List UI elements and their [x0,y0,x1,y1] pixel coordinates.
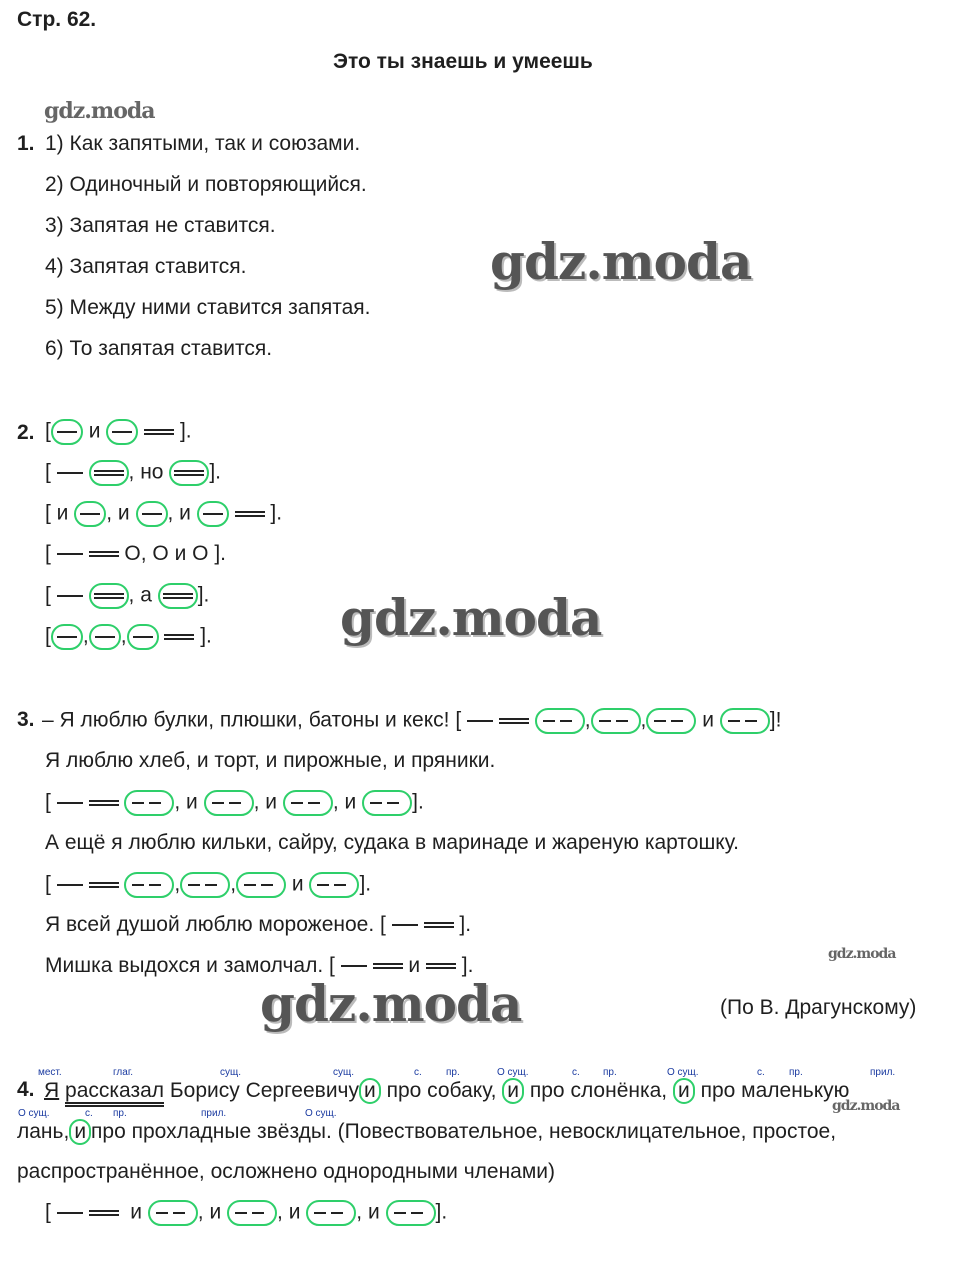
watermark: gdz.moda [490,232,752,291]
task-number: 2. [17,421,35,444]
watermark: gdz.moda [340,588,602,647]
pos-label: пр. [113,1108,127,1119]
predicate: рассказал [65,1079,164,1107]
watermark: gdz.moda [44,98,155,124]
conjunction: и [359,1078,381,1104]
pos-label: с. [757,1067,765,1078]
pos-label: с. [414,1067,422,1078]
pos-label: пр. [446,1067,460,1078]
pos-label: сущ. [220,1067,242,1078]
sentence-with-scheme: Мишка выдохся и замолчал. [ и ]. [45,954,474,977]
parsed-sentence-line: Я рассказал Борису Сергеевичу и про собаку, и про слонёнка, и про маленькую [44,1078,849,1104]
sentence: Я люблю хлеб, и торт, и пирожные, и пряники. [45,749,496,772]
conjunction: и [69,1119,91,1145]
pos-label: глаг. [113,1067,134,1078]
pos-label: сущ. [333,1067,355,1078]
answer-line: 2) Одиночный и повторяющийся. [45,173,367,196]
scheme-line: [ и , и , и ]. [45,501,282,527]
answer-line: 1) Как запятыми, так и союзами. [45,132,361,155]
pos-label: О сущ. [18,1108,50,1119]
sentence-with-scheme: – Я люблю булки, плюшки, батоны и кекс! [ , , и ]! [42,708,781,734]
pos-label: О сущ. [497,1067,529,1078]
pos-label: О сущ. [667,1067,699,1078]
source-citation: (По В. Драгунскому) [720,996,917,1019]
conjunction: и [502,1078,524,1104]
watermark: gdz.moda [260,974,522,1033]
scheme-line: [ , , ]. [45,624,212,650]
pos-label: О сущ. [305,1108,337,1119]
pos-label: пр. [603,1067,617,1078]
task-number: 1. [17,132,35,155]
scheme-line: [ , , и ]. [45,872,371,898]
scheme-line: [ О, О и О ]. [45,542,226,565]
task-number: 4. [17,1078,35,1101]
scheme-line: [ , и , и , и ]. [45,790,424,816]
answer-line: 5) Между ними ставится запятая. [45,296,371,319]
sentence-characteristics: распространённое, осложнено однородными членами) [17,1160,556,1183]
task-number: 3. [17,708,35,731]
scheme-line: [ и , и , и , и ]. [45,1200,447,1226]
watermark: gdz.moda [832,1098,900,1114]
pos-label: прил. [201,1108,227,1119]
parsed-sentence-line: лань, и про прохладные звёзды. (Повествовательное, невосклицательное, простое, [17,1120,837,1143]
subject: Я [44,1079,60,1102]
conjunction: и [673,1078,695,1104]
answer-line: 3) Запятая не ставится. [45,214,276,237]
answer-line: 4) Запятая ставится. [45,255,247,278]
pos-label: пр. [789,1067,803,1078]
pos-label: прил. [870,1067,896,1078]
pos-label: с. [572,1067,580,1078]
sentence: А ещё я люблю кильки, сайру, судака в маринаде и жареную картошку. [45,831,739,854]
sentence-with-scheme: Я всей душой люблю мороженое. [ ]. [45,913,472,936]
answer-line: 6) То запятая ставится. [45,337,273,360]
page-number: Стр. 62. [17,8,97,31]
section-title: Это ты знаешь и умеешь [333,50,593,73]
scheme-line: [ , а ]. [45,583,209,609]
pos-label: мест. [38,1067,62,1078]
scheme-line: [ , но ]. [45,460,221,486]
watermark: gdz.moda [828,946,896,962]
pos-label: с. [85,1108,93,1119]
scheme-line: [ и ]. [45,419,192,445]
